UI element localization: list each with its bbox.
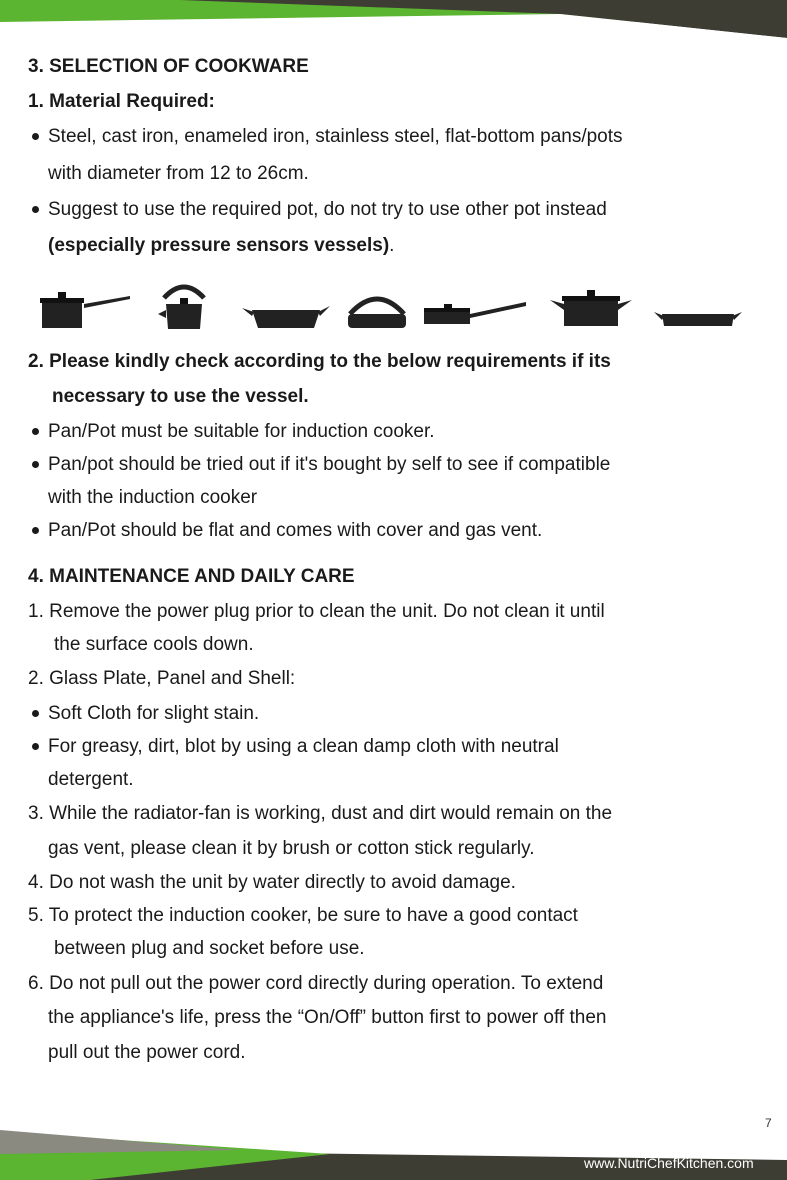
bullet-soft-cloth: Soft Cloth for slight stain.	[48, 703, 260, 724]
item6-line2: the appliance's life, press the “On/Off” button first to power off then	[48, 1007, 607, 1028]
frying-pan-icon	[424, 296, 528, 328]
bullet-tried-out-line2: with the induction cooker	[48, 487, 258, 508]
section4-title: 4. MAINTENANCE AND DAILY CARE	[28, 566, 355, 587]
material-required-heading: 1. Material Required:	[28, 91, 215, 112]
item5-line2: between plug and socket before use.	[54, 938, 365, 959]
item2-heading: 2. Glass Plate, Panel and Shell:	[28, 668, 296, 689]
top-band	[0, 0, 787, 40]
kettle-icon	[158, 274, 210, 330]
section3-title: 3. SELECTION OF COOKWARE	[28, 56, 309, 77]
stockpot-icon	[550, 286, 632, 328]
check-requirements-heading-line1: 2. Please kindly check according to the below requirements if its	[28, 351, 611, 372]
wok-icon	[242, 300, 330, 330]
check-requirements-heading-line2: necessary to use the vessel.	[52, 386, 309, 407]
item3-line2: gas vent, please clean it by brush or cotton stick regularly.	[48, 838, 535, 859]
saucepan-icon	[40, 286, 132, 330]
item6-line3: pull out the power cord.	[48, 1042, 246, 1063]
item4: 4. Do not wash the unit by water directly to avoid damage.	[28, 872, 516, 893]
griddle-icon	[654, 310, 742, 328]
bullet-greasy-line2: detergent.	[48, 769, 134, 790]
bullet-materials-line2: with diameter from 12 to 26cm.	[48, 163, 309, 184]
bullet-suggest-line1: Suggest to use the required pot, do not try to use other pot instead	[48, 199, 607, 220]
item5-line1: 5. To protect the induction cooker, be sure to have a good contact	[28, 905, 578, 926]
item1-line1: 1. Remove the power plug prior to clean the unit. Do not clean it until	[28, 601, 605, 622]
website-link[interactable]: www.NutriChefKitchen.com	[584, 1155, 754, 1171]
bullet-materials-line1: Steel, cast iron, enameled iron, stainless steel, flat-bottom pans/pots	[48, 126, 623, 147]
bullet-flat-cover: Pan/Pot should be flat and comes with cover and gas vent.	[48, 520, 543, 541]
bullet-suggest-line2: (especially pressure sensors vessels).	[48, 235, 395, 256]
page-number: 7	[765, 1116, 772, 1130]
item1-line2: the surface cools down.	[54, 634, 254, 655]
item6-line1: 6. Do not pull out the power cord directly during operation. To extend	[28, 973, 604, 994]
bullet-greasy-line1: For greasy, dirt, blot by using a clean damp cloth with neutral	[48, 736, 559, 757]
bullet-tried-out-line1: Pan/pot should be tried out if it's bought by self to see if compatible	[48, 454, 611, 475]
pressure-vessels-emphasis: (especially pressure sensors vessels)	[48, 235, 390, 256]
bullet-suitable: Pan/Pot must be suitable for induction cooker.	[48, 421, 435, 442]
item3-line1: 3. While the radiator-fan is working, dust and dirt would remain on the	[28, 803, 613, 824]
dutch-oven-icon	[346, 292, 408, 330]
